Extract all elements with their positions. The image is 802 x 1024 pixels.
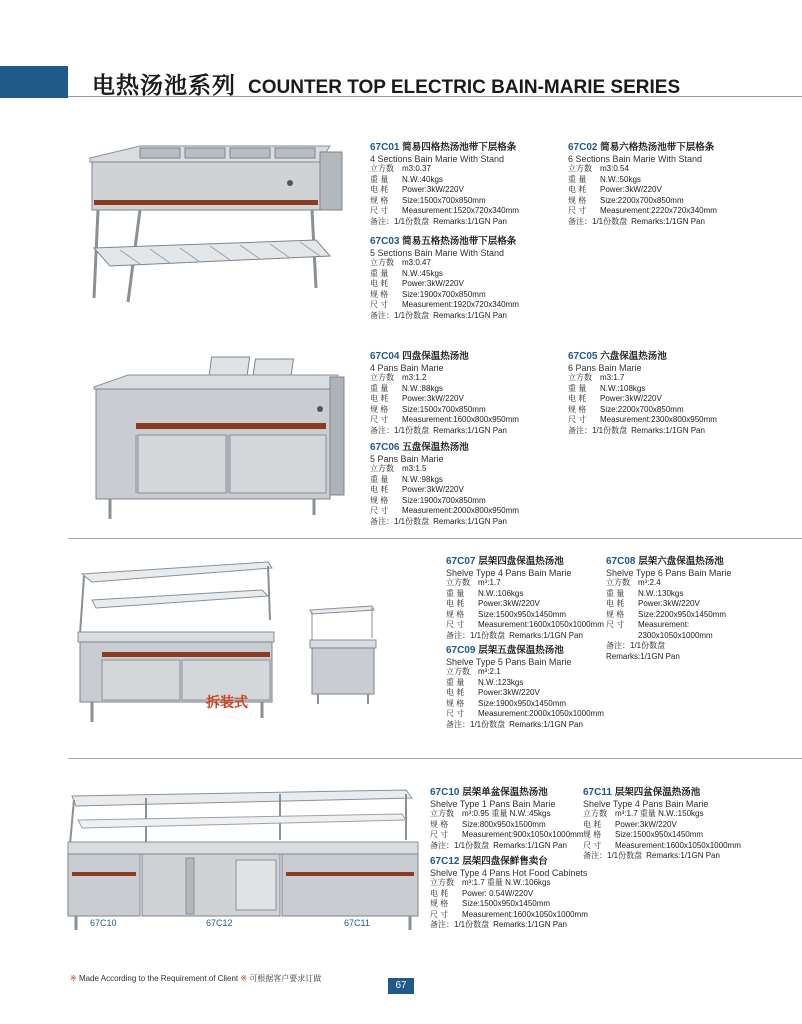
product-photo-67C10-67C12-67C11 <box>66 784 422 934</box>
knock-down-badge: 拆装式 <box>206 694 248 710</box>
product-67C04: 67C04 四盘保温热汤池 4 Pans Bain Marie 立方数 m3:1.2 重 量 N.W.:88kgs 电 耗 Power:3kW/220V 规 格 Size:1500x700x850mm 尺 寸 Measurement:1600x800x950mm 备注：1/1份数盘 Remarks:1/1GN Pan <box>370 351 519 435</box>
product-name-en: 6 Pans Bain Marie <box>568 362 642 373</box>
product-code: 67C04 四盘保温热汤池 <box>370 351 469 362</box>
product-name-en: Shelve Type 4 Pans Bain Marie <box>446 567 572 578</box>
title-cn: 电热汤池系列 <box>92 72 236 98</box>
photo-label-67C10: 67C10 <box>90 918 117 928</box>
page-title <box>92 67 680 100</box>
product-name-en: Shelve Type 4 Pans Bain Marie <box>583 798 709 809</box>
product-code: 67C11 层架四盆保温热汤池 <box>583 787 701 798</box>
product-67C10: 67C10 层架单盆保温热汤池 Shelve Type 1 Pans Bain Marie 立方数 m³:0.95 重量 N.W.:45kgs 规 格 Size:800x950x1500mm 尺 寸 Measurement:900x1050x1000mm 备注：1/1份数盘 Remarks:1/1GN Pan <box>430 787 584 850</box>
product-67C01: 67C01 简易四格热汤池带下层格条 4 Sections Bain Marie With Stand 立方数 m3:0.37 重 量 N.W.:40kgs 电 耗 Power:3kW/220V 规 格 Size:1500x700x850mm 尺 寸 Measurement:1520x720x340mm 备注：1/1份数盘 Remarks:1/1GN Pan <box>370 142 519 226</box>
product-code: 67C08 层架六盘保温热汤池 <box>606 556 724 567</box>
product-photo-67C07 <box>72 560 442 730</box>
product-67C06: 67C06 五盘保温热汤池 5 Pans Bain Marie 立方数 m3:1.5 重 量 N.W.:98kgs 电 耗 Power:3kW/220V 规 格 Size:1900x700x850mm 尺 寸 Measurement:2000x800x950mm 备注：1/1份数盘 Remarks:1/1GN Pan <box>370 442 519 526</box>
product-photo-67C04 <box>88 355 350 525</box>
product-67C03: 67C03 简易五格热汤池带下层格条 5 Sections Bain Marie With Stand 立方数 m3:0.47 重 量 N.W.:45kgs 电 耗 Power:3kW/220V 规 格 Size:1900x700x850mm 尺 寸 Measurement:1920x720x340mm 备注：1/1份数盘 Remarks:1/1GN Pan <box>370 236 519 320</box>
product-name-en: Shelve Type 4 Pans Hot Food Cabinets <box>430 867 588 878</box>
section-divider <box>68 538 802 539</box>
footer-note-en: Made According to the Requirement of Client <box>78 974 239 983</box>
product-code: 67C07 层架四盘保温热汤池 <box>446 556 564 567</box>
product-code: 67C05 六盘保温热汤池 <box>568 351 667 362</box>
product-67C09: 67C09 层架五盘保温热汤池 Shelve Type 5 Pans Bain Marie 立方数 m³:2.1 重 量 N.W.:123kgs 电 耗 Power:3kW/220V 规 格 Size:1900x950x1450mm 尺 寸 Measurement:2000x1050x1000mm 备注：1/1份数盘 Remarks:1/1GN Pan <box>446 645 604 729</box>
product-name-en: 5 Pans Bain Marie <box>370 453 444 464</box>
photo-label-67C12: 67C12 <box>206 918 233 928</box>
asterisk-icon: ※ <box>70 974 77 983</box>
product-code: 67C09 层架五盘保温热汤池 <box>446 645 564 656</box>
product-name-en: 4 Pans Bain Marie <box>370 362 444 373</box>
product-name-en: 5 Sections Bain Marie With Stand <box>370 247 505 258</box>
product-code: 67C10 层架单盆保温热汤池 <box>430 787 548 798</box>
product-code: 67C01 简易四格热汤池带下层格条 <box>370 142 517 153</box>
product-name-en: 4 Sections Bain Marie With Stand <box>370 153 505 164</box>
product-67C12: 67C12 层架四盘保鲜售卖台 Shelve Type 4 Pans Hot Food Cabinets 立方数 m³:1.7 重量 N.W.:106kgs 电 耗 Power: 0.54W/220V 规 格 Size:1500x950x1450mm 尺 寸 Measurement:1600x1050x1000mm 备注：1/1份数盘 Remarks:1/1GN Pan <box>430 856 588 929</box>
title-en: COUNTER TOP ELECTRIC BAIN-MARIE SERIES <box>248 77 681 98</box>
product-name-en: Shelve Type 6 Pans Bain Marie <box>606 567 732 578</box>
product-67C05: 67C05 六盘保温热汤池 6 Pans Bain Marie 立方数 m3:1.7 重 量 N.W.:108kgs 电 耗 Power:3kW/220V 规 格 Size:2200x700x850mm 尺 寸 Measurement:2300x800x950mm 备注：1/1份数盘 Remarks:1/1GN Pan <box>568 351 717 435</box>
product-code: 67C06 五盘保温热汤池 <box>370 442 469 453</box>
header-bar <box>0 66 68 98</box>
page-number: 67 <box>388 978 414 994</box>
product-code: 67C12 层架四盘保鲜售卖台 <box>430 856 548 867</box>
product-name-en: Shelve Type 5 Pans Bain Marie <box>446 656 572 667</box>
product-code: 67C02 简易六格热汤池带下层格条 <box>568 142 715 153</box>
footer-note <box>70 973 321 984</box>
product-67C07: 67C07 层架四盘保温热汤池 Shelve Type 4 Pans Bain Marie 立方数 m³:1.7 重 量 N.W.:106kgs 电 耗 Power:3kW/220V 规 格 Size:1500x950x1450mm 尺 寸 Measurement:1600x1050x1000mm 备注：1/1份数盘 Remarks:1/1GN Pan <box>446 556 604 640</box>
footer-note-cn: 可根据客户要求订做 <box>249 974 322 983</box>
product-photo-67C01 <box>80 138 350 308</box>
section-divider <box>68 758 802 759</box>
product-67C08: 67C08 层架六盘保温热汤池 Shelve Type 6 Pans Bain Marie 立方数 m³:2.4 重 量 N.W.:130kgs 电 耗 Power:3kW/220V 规 格 Size:2200x950x1450mm 尺 寸 Measurement: 2300x1050x1000mm 备注：1/1份数盘 Remarks:1/1GN Pan <box>606 556 732 661</box>
product-67C02: 67C02 简易六格热汤池带下层格条 6 Sections Bain Marie With Stand 立方数 m3:0.54 重 量 N.W.:50kgs 电 耗 Power:3kW/220V 规 格 Size:2200x700x850mm 尺 寸 Measurement:2220x720x340mm 备注：1/1份数盘 Remarks:1/1GN Pan <box>568 142 717 226</box>
product-code: 67C03 简易五格热汤池带下层格条 <box>370 236 517 247</box>
product-name-en: 6 Sections Bain Marie With Stand <box>568 153 703 164</box>
photo-label-67C11: 67C11 <box>344 918 370 928</box>
product-name-en: Shelve Type 1 Pans Bain Marie <box>430 798 556 809</box>
product-67C11: 67C11 层架四盆保温热汤池 Shelve Type 4 Pans Bain Marie 立方数 m³:1.7 重量 N.W.:150kgs 电 耗 Power:3kW/220V 规 格 Size:1500x950x1450mm 尺 寸 Measurement:1600x1050x1000mm 备注：1/1份数盘 Remarks:1/1GN Pan <box>583 787 741 860</box>
asterisk-icon: ※ <box>240 974 248 983</box>
